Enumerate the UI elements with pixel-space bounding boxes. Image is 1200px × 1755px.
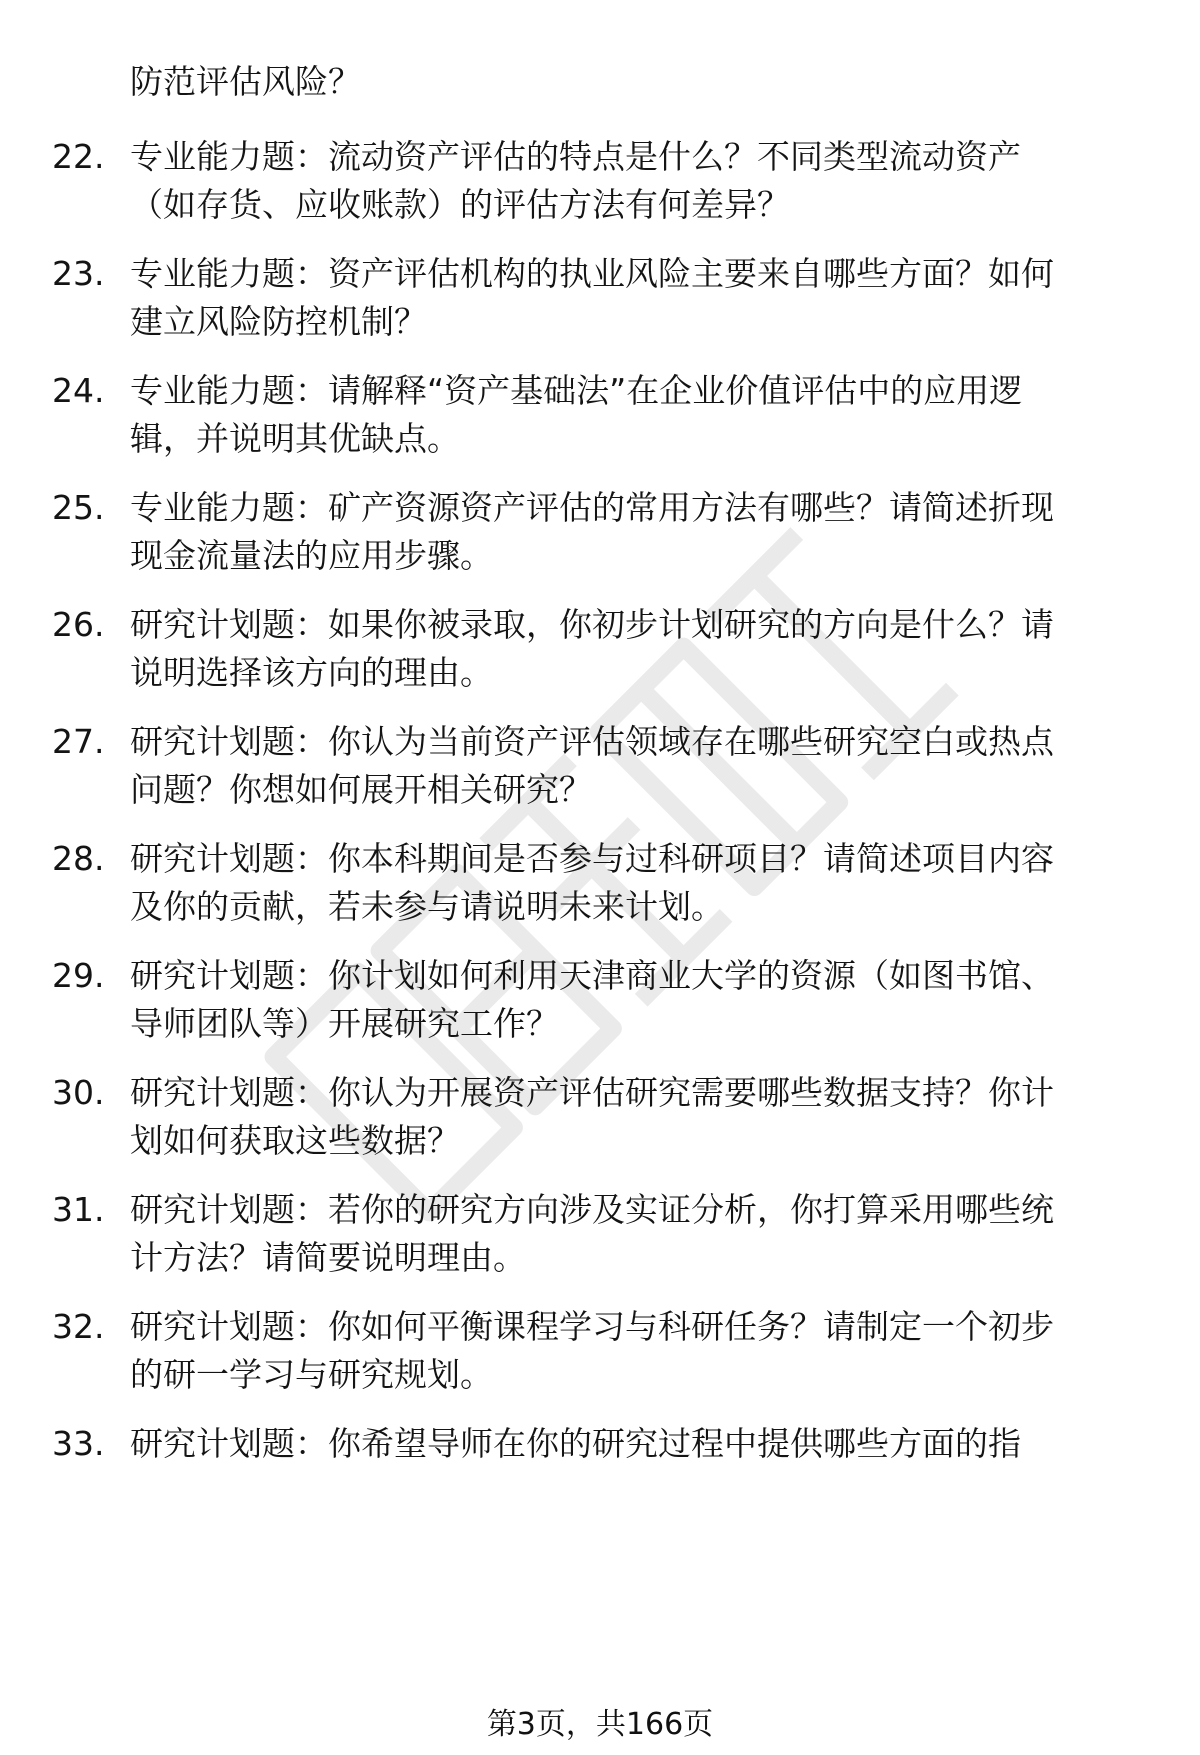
question-number: 25. [52,488,105,527]
question-line: 研究计划题：你希望导师在你的研究过程中提供哪些方面的指 [130,1424,1021,1463]
question-number: 30. [52,1073,105,1112]
question-line: 专业能力题：资产评估机构的执业风险主要来自哪些方面？如何 [130,254,1054,293]
question-text [130,1303,1140,1399]
question-text [130,367,1140,463]
question-text [130,718,1140,814]
question-number: 24. [52,371,105,410]
question-line: 研究计划题：你计划如何利用天津商业大学的资源（如图书馆、 [130,956,1054,995]
question-line: 辑，并说明其优缺点。 [130,419,460,458]
question-text [130,250,1140,346]
question-line: 建立风险防控机制？ [130,302,427,341]
question-text [130,1420,1140,1468]
question-line: 现金流量法的应用步骤。 [130,536,493,575]
question-number: 31. [52,1190,105,1229]
question-text [130,133,1140,229]
question-line: 问题？你想如何展开相关研究？ [130,770,592,809]
question-number: 23. [52,254,105,293]
question-text [130,1069,1140,1165]
question-line: 及你的贡献，若未参与请说明未来计划。 [130,887,724,926]
question-number: 28. [52,839,105,878]
continued-question-text: 防范评估风险？ [130,62,361,101]
question-line: 研究计划题：若你的研究方向涉及实证分析，你打算采用哪些统 [130,1190,1054,1229]
question-line: 研究计划题：如果你被录取，你初步计划研究的方向是什么？请 [130,605,1054,644]
question-number: 22. [52,137,105,176]
question-line: 划如何获取这些数据？ [130,1121,460,1160]
question-line: 研究计划题：你认为当前资产评估领域存在哪些研究空白或热点 [130,722,1054,761]
question-line: （如存货、应收账款）的评估方法有何差异？ [130,185,790,224]
question-line: 说明选择该方向的理由。 [130,653,493,692]
question-text [130,835,1140,931]
question-text [130,1186,1140,1282]
question-line: 研究计划题：你如何平衡课程学习与科研任务？请制定一个初步 [130,1307,1054,1346]
question-line: 专业能力题：矿产资源资产评估的常用方法有哪些？请简述折现 [130,488,1054,527]
question-number: 32. [52,1307,105,1346]
question-number: 29. [52,956,105,995]
question-line: 专业能力题：请解释“资产基础法”在企业价值评估中的应用逻 [130,371,1023,410]
question-number: 33. [52,1424,105,1463]
question-line: 的研一学习与研究规划。 [130,1355,493,1394]
question-text [130,952,1140,1048]
question-line: 研究计划题：你本科期间是否参与过科研项目？请简述项目内容 [130,839,1054,878]
question-number: 27. [52,722,105,761]
question-line: 专业能力题：流动资产评估的特点是什么？不同类型流动资产 [130,137,1021,176]
question-text [130,484,1140,580]
question-line: 计方法？请简要说明理由。 [130,1238,526,1277]
question-line: 研究计划题：你认为开展资产评估研究需要哪些数据支持？你计 [130,1073,1054,1112]
question-number: 26. [52,605,105,644]
question-line: 导师团队等）开展研究工作？ [130,1004,559,1043]
page-number-footer: 第3页，共166页 [486,1707,714,1742]
question-text [130,601,1140,697]
